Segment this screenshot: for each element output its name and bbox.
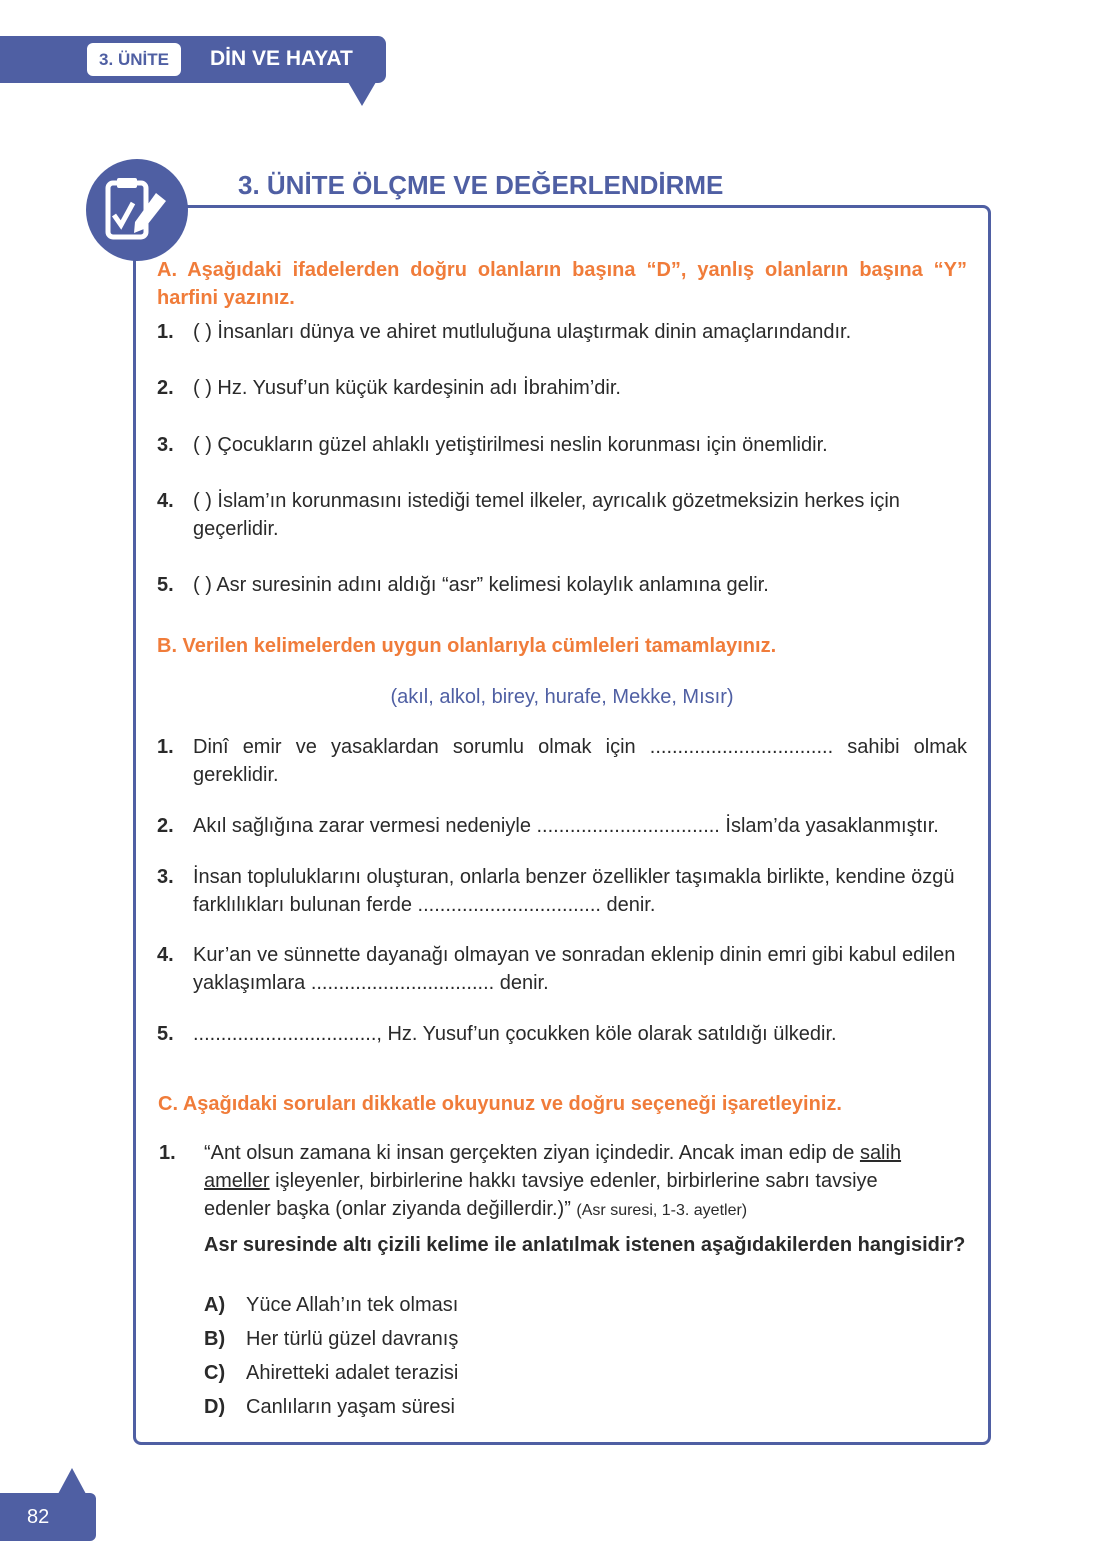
header-pointer bbox=[348, 82, 376, 106]
clipboard-icon bbox=[86, 159, 188, 261]
word-bank: (akıl, alkol, birey, hurafe, Mekke, Mısır) bbox=[390, 686, 734, 708]
section-b-instruction: B. Verilen kelimelerden uygun olanlarıyla cümleleri tamamlayınız. bbox=[157, 635, 777, 657]
list-item: 3. ( ) Çocukların güzel ahlaklı yetiştirilmesi neslin korunması için önemlidir. bbox=[157, 434, 828, 456]
underlined-phrase: salih ameller bbox=[204, 1142, 902, 1192]
list-item: 2. Akıl sağlığına zarar vermesi nedeniyle ................................. İslam’da yasaklanmıştır. bbox=[157, 815, 939, 837]
source-reference: (Asr suresi, 1-3. ayetler) bbox=[576, 1202, 748, 1219]
option-b[interactable]: B) Her türlü güzel davranış bbox=[204, 1328, 459, 1350]
option-d[interactable]: D) Canlıların yaşam süresi bbox=[204, 1396, 455, 1418]
list-item: 4. Kur’an ve sünnette dayanağı olmayan ve sonradan eklenip dinin emri gibi kabul edilen yaklaşımlara ................................. denir. bbox=[157, 944, 956, 994]
list-item: 4. ( ) İslam’ın korunmasını istediği temel ilkeler, ayrıcalık gözetmeksizin herkes için geçerlidir. bbox=[157, 490, 900, 540]
list-item: 1. Dinî emir ve yasaklardan sorumlu olmak için ................................. sahibi olmak gereklidir. bbox=[157, 736, 967, 786]
option-c[interactable]: C) Ahiretteki adalet terazisi bbox=[204, 1362, 459, 1384]
page-number: 82 bbox=[0, 1493, 96, 1541]
question: 1. “Ant olsun zamana ki insan gerçekten ziyan içindedir. Ancak iman edip de salih ameller işleyenler, birbirlerine hakkı tavsiye edenler, birbirlerine sabrı tavsiye edenler başka (onlar ziyanda değillerdir.)” (Asr suresi, 1-3. ayetler) bbox=[159, 1142, 902, 1220]
question-prompt: Asr suresinde altı çizili kelime ile anlatılmak istenen aşağıdakilerden hangisidir? bbox=[204, 1234, 966, 1256]
page-number-pointer bbox=[58, 1468, 86, 1494]
unit-title: DİN VE HAYAT bbox=[210, 47, 353, 70]
list-item: 5. ................................., Hz. Yusuf’un çocukken köle olarak satıldığı ülkedir. bbox=[157, 1023, 837, 1045]
list-item: 2. ( ) Hz. Yusuf’un küçük kardeşinin adı İbrahim’dir. bbox=[157, 377, 621, 399]
list-item: 5. ( ) Asr suresinin adını aldığı “asr” kelimesi kolaylık anlamına gelir. bbox=[157, 574, 769, 596]
page-title: 3. ÜNİTE ÖLÇME VE DEĞERLENDİRME bbox=[238, 170, 724, 200]
list-item: 3. İnsan topluluklarını oluşturan, onlarla benzer özellikler taşımakla birlikte, kendine özgü farklılıkları bulunan ferde ................................. denir. bbox=[157, 866, 955, 916]
section-c-instruction: C. Aşağıdaki soruları dikkatle okuyunuz ve doğru seçeneği işaretleyiniz. bbox=[158, 1093, 842, 1115]
section-a-instruction: A. Aşağıdaki ifadelerden doğru olanların başına “D”, yanlış olanların başına “Y” harfini yazınız. bbox=[157, 259, 967, 309]
list-item: 1. ( ) İnsanları dünya ve ahiret mutluluğuna ulaştırmak dinin amaçlarındandır. bbox=[157, 321, 852, 343]
unit-badge: 3. ÜNİTE bbox=[87, 43, 181, 76]
option-a[interactable]: A) Yüce Allah’ın tek olması bbox=[204, 1294, 459, 1316]
